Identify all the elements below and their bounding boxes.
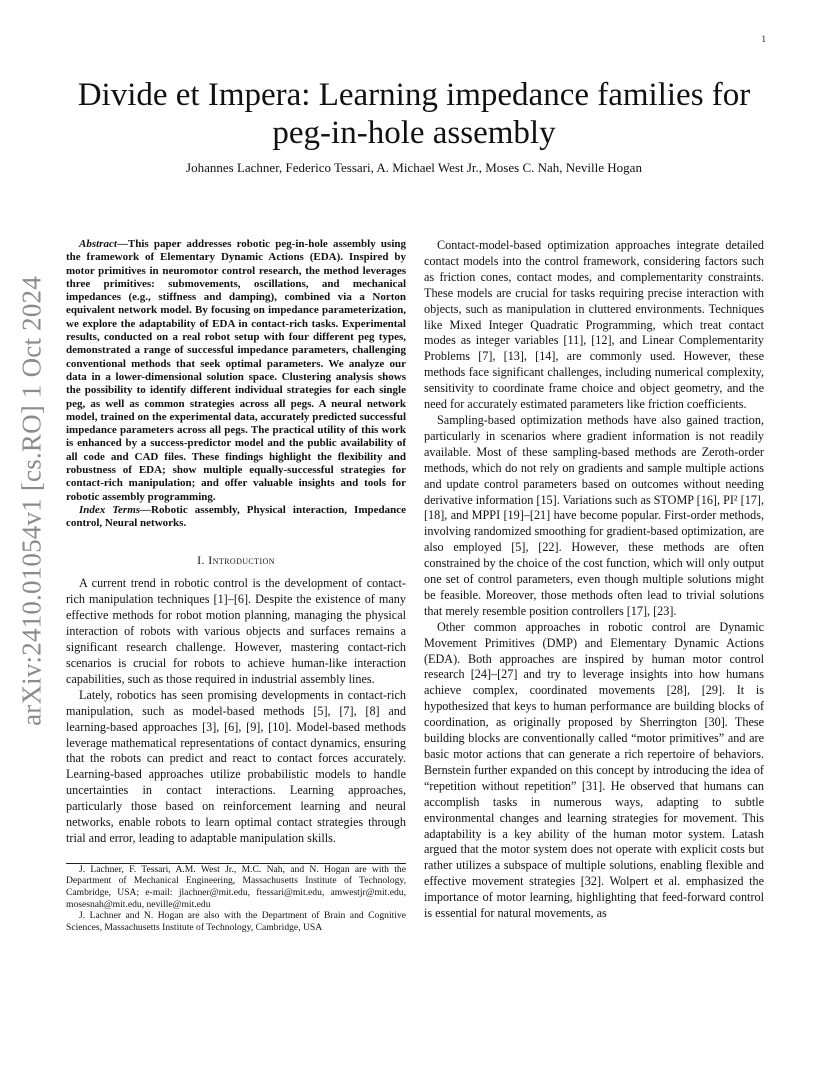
left-column: [66, 238, 406, 933]
body-paragraph-sampling: Sampling-based optimization methods have also gained traction, particularly in scenarios where gradient information is not readily available. Most of these sampling-based methods are Zeroth-order methods, which do not rely on gradients and sample multiple actions and update control parameters based on outcomes without needing derivative information [15]. Variations such as STOMP [16], PI² [17], [18], and MPPI [19]–[21] have become popular. First-order methods, involving randomized smoothing for gradient-based optimization, are also employed [5], [22]. However, these methods are often constrained by the choice of the cost function, which will only output one set of control parameters, even though multiple solutions might be feasible. Moreover, those methods often lead to trivial solutions that merely resemble position controllers [17], [23].: [424, 412, 764, 618]
abstract-text: —This paper addresses robotic peg-in-hole assembly using the framework of Elementary Dynamic Actions (EDA). Inspired by motor primitives in neuromotor control research, the method leverages three primitives: submovements, oscillations, and mechanical impedances (e.g., stiffness and damping), combined via a Norton equivalent network model. By focusing on impedance parameterization, we explore the adaptability of EDA in contact-rich tasks. Experimental results, conducted on a real robot setup with four different peg types, demonstrated a range of successful impedance parameters, challenging conventional methods that seek optimal parameters. We analyze our data in a lower-dimensional solution space. Clustering analysis shows the possibility to identify different individual strategies for each single peg, as well as common strategies across all pegs. A neural network model, trained on the experimental data, accurately predicted successful impedance parameters across all pegs. The practical utility of this work is enhanced by a success-predictor model and the public availability of all code and CAD files. These findings highlight the flexibility and robustness of EDA; show multiple equally-successful strategies for contact-rich manipulation; and offer valuable insights and tools for robotic assembly programming.: [66, 238, 406, 503]
body-paragraph-dmp-eda: Other common approaches in robotic control are Dynamic Movement Primitives (DMP) and Elementary Dynamic Actions (EDA). Both approaches are inspired by human motor control research [24]–[27] and try to leverage insights into how humans achieve complex, coordinated movements [28], [29]. It is hypothesized that keys to human performance are building blocks of coordination, as originally proposed by Sherrington [30]. These building blocks are conventionally called “motor primitives” and are basic motor actions that can generate a rich repertoire of behaviors. Bernstein further expanded on this concept by introducing the idea of “repetition without repetition” [31]. He observed that humans can accomplish tasks in numerous ways, adapting to subtle environmental changes and learning strategies for movement. This adaptability is a key ability of the human motor system. Latash argued that the motor system does not operate with explicit costs but rather utilizes a subspace of multiple solutions, enabling flexible and effective movement strategies [32]. Wolpert et al. emphasized the importance of motor learning, highlighting that feed-forward control is essential for natural movements, as: [424, 619, 764, 921]
author-list: Johannes Lachner, Federico Tessari, A. Michael West Jr., Moses C. Nah, Neville Hogan: [186, 160, 642, 175]
index-terms: [66, 504, 406, 531]
intro-paragraph-2: Lately, robotics has seen promising developments in contact-rich manipulation, such as model-based methods [5], [7], [8] and learning-based approaches [3], [6], [9], [10]. Model-based methods leverage mathematical representations of contact dynamics, ensuring that the robots can predict and react to contact forces accurately. Learning-based approaches utilize probabilistic models to handle uncertainties in contact interactions. Learning approaches, particularly those based on reinforcement learning and neural networks, enable robots to learn optimal contact strategies through trial and error, leading to adaptable manipulation skills.: [66, 687, 406, 845]
footnote-additional-affiliation: J. Lachner and N. Hogan are also with the Department of Brain and Cognitive Sciences, Massachusetts Institute of Technology, Cambridge, USA: [66, 910, 406, 933]
body-paragraph-contact-model: Contact-model-based optimization approaches integrate detailed contact models into the control framework, considering factors such as friction cones, contact modes, and complementarity constraints. These models are crucial for tasks requiring precise interaction with objects, such as manipulation in cluttered environments. Techniques like Mixed Integer Quadratic Programming, which treat contact modes as integer variables [11], [12], and Linear Complementarity Problems [7], [13], [14], are commonly used. However, these methods face significant challenges, including numerical complexity, sensitivity to coordinate frame choice and object geometry, and the need for accurately estimated parameters like friction coefficients.: [424, 238, 764, 412]
index-terms-label: Index Terms: [79, 503, 141, 516]
page-number: 1: [761, 34, 766, 44]
title-line-1: Divide et Impera: Learning impedance families for: [77, 77, 751, 113]
title-line-2: peg-in-hole assembly: [272, 115, 556, 151]
abstract: [66, 238, 406, 504]
section-heading-introduction: I. Introduction: [197, 552, 275, 567]
right-column: [424, 238, 764, 922]
abstract-label: Abstract: [79, 238, 117, 250]
index-terms-text: —Robotic assembly, Physical interaction, Impedance control, Neural networks.: [66, 503, 406, 530]
footnote-affiliation: J. Lachner, F. Tessari, A.M. West Jr., M.C. Nah, and N. Hogan are with the Department of Mechanical Engineering, Massachusetts Institute of Technology, Cambridge, USA; e-mail: jlachner@mit.edu, ftessari@mit.edu, amwestjr@mit.edu, mosesnah@mit.edu, neville@mit.edu: [66, 863, 406, 910]
intro-paragraph-1: A current trend in robotic control is the development of contact-rich manipulation techniques [1]–[6]. Despite the existence of many effective methods for robot motion planning, managing the physical interaction of robots with various objects and surfaces remains a significant research challenge. However, mastering contact-rich scenarios is crucial for robots to achieve human-like interaction capabilities, such as those required in industrial assembly lines.: [66, 576, 406, 686]
arxiv-stamp: [12, 276, 52, 726]
arxiv-stamp-text: arXiv:2410.01054v1 [cs.RO] 1 Oct 2024: [16, 276, 47, 726]
paper-title: [62, 76, 766, 152]
